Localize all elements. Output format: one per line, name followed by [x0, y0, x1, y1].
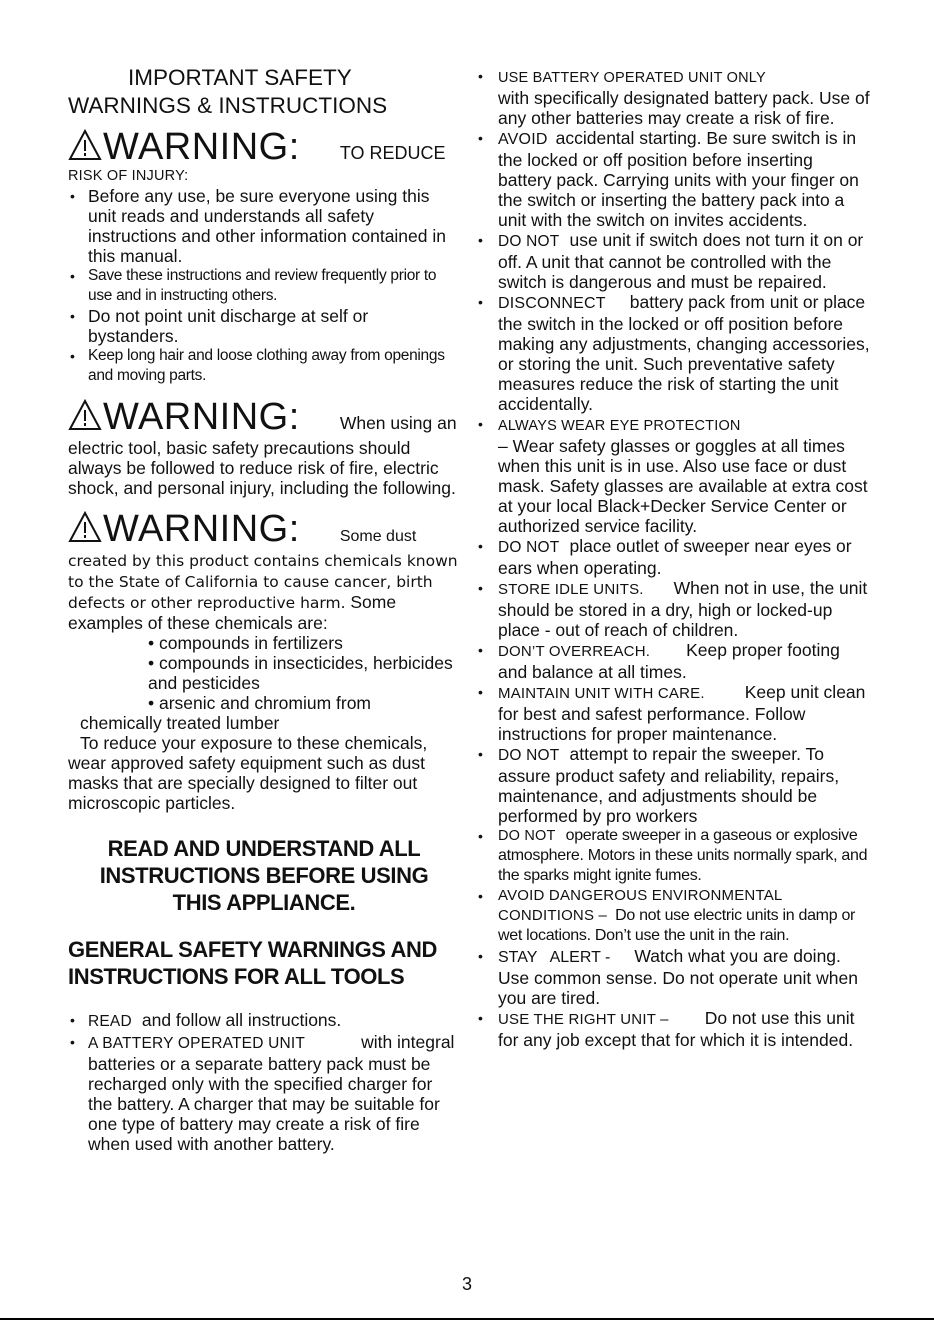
item-text: with integral batteries or a separate battery pack must be recharged only with the specified charger for the battery. A charger that may be suitable for one type of battery may create a risk of fire when used with another battery. [88, 1032, 455, 1154]
item-text: battery pack from unit or place the switch in the locked or off position before making any adjustments, changing accessories, or storing the unit. Such preventative safety measures reduce the risk of starting the unit accidentally. [498, 292, 870, 414]
item-text: Watch what you are doing. Use common sense. Do not operate unit when you are tired. [498, 946, 858, 1008]
list-item [476, 682, 871, 744]
general-heading-line: INSTRUCTIONS FOR ALL TOOLS [68, 964, 405, 989]
item-text: accidental starting. Be sure switch is in the locked or off position before inserting battery pack. Carrying units with your finger on the switch or inserting the battery pack into a unit with the switch on invites accidents. [498, 128, 859, 230]
item-lead: DO NOT [498, 747, 560, 764]
read-notice-line: THIS APPLIANCE. [172, 890, 356, 915]
item-lead: STORE IDLE UNITS. [498, 581, 644, 598]
warning-text: electric tool, basic safety precautions should always be followed to reduce risk of fire, electric shock, and personal injury, including the following. [68, 438, 456, 498]
example-item: • compounds in insecticides, herbicides and pesticides [148, 653, 453, 693]
warning-triangle-icon [68, 511, 102, 543]
warning-block-2 [68, 396, 460, 498]
example-item: • compounds in fertilizers [148, 633, 343, 653]
prop65-text-a: created by this product contains chemicals known to the State of California to cause cancer, birth defects or other reproductive harm [68, 552, 458, 612]
warning-heading: WARNING: [103, 126, 300, 168]
item-text: Keep proper footing and balance at all times. [498, 640, 840, 682]
list-item: • Before any use, be sure everyone using this unit reads and understands all safety instructions and other information contained in this manual. [68, 186, 460, 266]
item-text: and follow all instructions. [141, 1010, 342, 1030]
item-text: – Wear safety glasses or goggles at all times when this unit is in use. Also use face or dust mask. Safety glasses are available at extra cost at your local Black+Decker Service Center or authorized service facility. [498, 436, 868, 536]
item-lead: AVOID DANGEROUS ENVIRONMENTAL CONDITIONS – [498, 887, 782, 924]
item-text: Do not use electric units in damp or wet locations. Don’t use the unit in the rain. [498, 907, 856, 944]
general-heading [68, 936, 460, 990]
warning-lead: When using an [339, 413, 457, 433]
item-lead: DISCONNECT [498, 295, 606, 312]
item-lead: DO NOT [498, 539, 560, 556]
list-item [68, 1010, 460, 1032]
example-tail: chemically treated lumber [80, 713, 280, 733]
read-notice [68, 835, 460, 916]
list-item [476, 946, 871, 1008]
item-lead: DO NOT [498, 828, 556, 844]
list-item: • Do not point unit discharge at self or bystanders. [68, 306, 460, 346]
item-lead: AVOID [498, 131, 548, 148]
exposure-text: To reduce your exposure to these chemicals, wear approved safety equipment such as dust masks that are specially designed to filter out microscopic particles. [68, 733, 428, 813]
left-column [68, 64, 460, 1154]
list-item: • Keep long hair and loose clothing away from openings and moving parts. [68, 346, 460, 386]
warning-lead-2: RISK OF INJURY: [68, 168, 189, 184]
item-text: use unit if switch does not turn it on or off. A unit that cannot be controlled with the switch is dangerous and must be repaired. [498, 230, 864, 292]
list-item [476, 128, 871, 230]
list-item [476, 292, 871, 414]
bottom-rule [0, 1318, 934, 1320]
prop65-text [68, 550, 460, 633]
item-text: attempt to repair the sweeper. To assure product safety and reliability, repairs, maintenance, and adjustments should be performed by pro workers [498, 744, 840, 826]
item-text: operate sweeper in a gaseous or explosive atmosphere. Motors in these units normally spark, and the sparks might ignite fumes. [498, 827, 868, 884]
item-lead: ALWAYS WEAR EYE PROTECTION [498, 418, 741, 434]
prop65-text-b: . Some examples of these chemicals are: [68, 592, 397, 633]
list-item [68, 1032, 460, 1154]
warning-lead: Some dust [339, 528, 417, 545]
item-text: place outlet of sweeper near eyes or ears when operating. [498, 536, 852, 578]
item-text: Keep unit clean for best and safest performance. Follow instructions for proper maintenance. [498, 682, 866, 744]
example-item: • arsenic and chromium from [148, 693, 372, 713]
list-item [476, 826, 871, 886]
warning-triangle-icon [68, 129, 102, 161]
item-text: with specifically designated battery pack. Use of any other batteries may create a risk of fire. [498, 88, 870, 128]
item-lead: DON’T OVERREACH. [498, 643, 651, 660]
warning-lead: TO REDUCE [339, 143, 446, 163]
list-item [476, 66, 871, 128]
read-notice-line: INSTRUCTIONS BEFORE USING [99, 863, 429, 888]
list-item [476, 640, 871, 682]
warning-triangle-icon [68, 399, 102, 431]
item-lead: A BATTERY OPERATED UNIT [88, 1035, 306, 1052]
list-item [476, 886, 871, 946]
item-lead: USE THE RIGHT UNIT – [498, 1011, 669, 1028]
chemical-examples [68, 633, 460, 713]
title-line-1: IMPORTANT SAFETY [128, 65, 352, 90]
warning-heading: WARNING: [103, 508, 300, 550]
item-lead: USE BATTERY OPERATED UNIT ONLY [498, 70, 766, 86]
page-number: 3 [461, 1274, 472, 1294]
right-column [476, 66, 871, 1050]
general-heading-line: GENERAL SAFETY WARNINGS AND [68, 937, 437, 962]
warning-heading: WARNING: [103, 396, 300, 438]
warning-block-3 [68, 508, 460, 813]
item-lead: DO NOT [498, 233, 560, 250]
item-lead: STAY ALERT - [498, 949, 611, 966]
item-lead: READ [88, 1013, 132, 1030]
title-line-2: WARNINGS & INSTRUCTIONS [68, 93, 388, 118]
list-item [476, 536, 871, 578]
warning-block-1 [68, 126, 460, 386]
item-text: Do not use this unit for any job except that for which it is intended. [498, 1008, 855, 1050]
read-notice-line: READ AND UNDERSTAND ALL [107, 836, 421, 861]
list-item [476, 414, 871, 536]
list-item: • Save these instructions and review frequently prior to use and in instructing others. [68, 266, 460, 306]
item-text: When not in use, the unit should be stored in a dry, high or locked-up place - out of reach of children. [498, 578, 868, 640]
page-title [68, 64, 460, 120]
list-item [476, 578, 871, 640]
item-lead: MAINTAIN UNIT WITH CARE. [498, 685, 705, 702]
list-item [476, 230, 871, 292]
list-item [476, 744, 871, 826]
list-item [476, 1008, 871, 1050]
